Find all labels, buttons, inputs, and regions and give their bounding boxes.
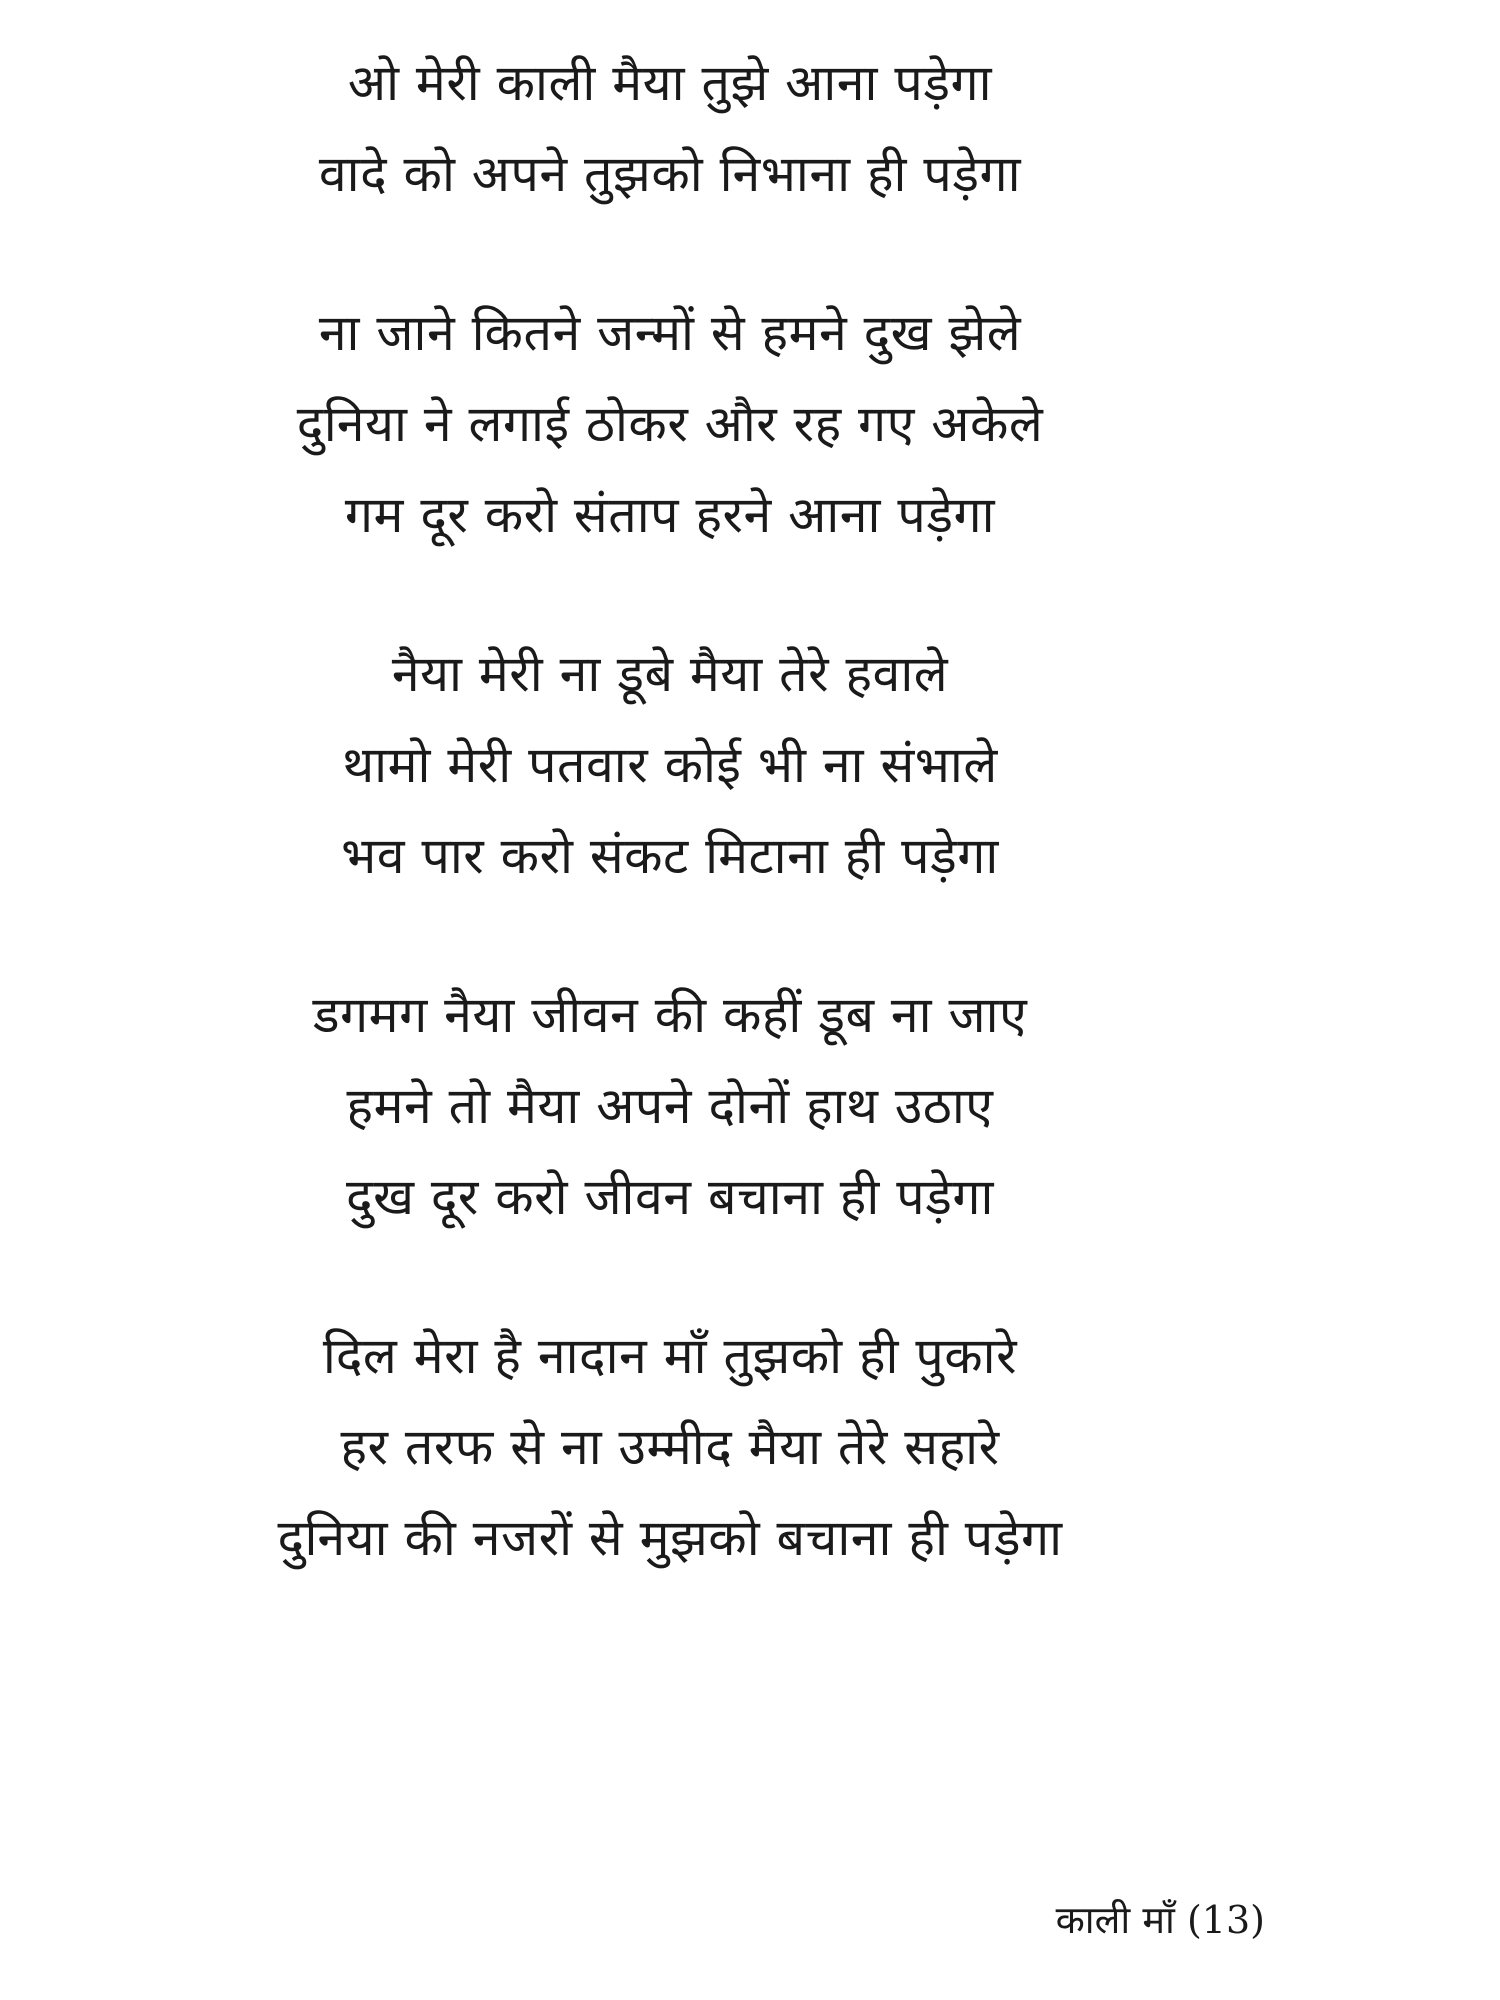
stanza-4 xyxy=(0,970,1340,1243)
stanza-2 xyxy=(0,288,1340,561)
lyric-line: दिल मेरा है नादान माँ तुझको ही पुकारे xyxy=(322,1327,1018,1385)
lyrics-body xyxy=(0,38,1340,1652)
lyric-line: गम दूर करो संताप हरने आना पड़ेगा xyxy=(344,486,996,544)
lyric-line: डगमग नैया जीवन की कहीं डूब ना जाए xyxy=(312,986,1028,1044)
lyric-line: दुनिया की नजरों से मुझको बचाना ही पड़ेगा xyxy=(277,1509,1063,1567)
lyric-line: ना जाने कितने जन्मों से हमने दुख झेले xyxy=(318,304,1022,362)
lyric-line: ओ मेरी काली मैया तुझे आना पड़ेगा xyxy=(347,54,993,112)
lyric-line: हर तरफ से ना उम्मीद मैया तेरे सहारे xyxy=(340,1418,1000,1476)
stanza-1 xyxy=(0,38,1340,220)
stanza-5 xyxy=(0,1311,1340,1584)
page-footer-label: काली माँ (13) xyxy=(1055,1898,1265,1942)
lyric-line: हमने तो मैया अपने दोनों हाथ उठाए xyxy=(346,1077,994,1135)
lyric-line: नैया मेरी ना डूबे मैया तेरे हवाले xyxy=(391,645,949,703)
stanza-3 xyxy=(0,629,1340,902)
lyric-line: वादे को अपने तुझको निभाना ही पड़ेगा xyxy=(318,145,1022,203)
lyric-line: दुख दूर करो जीवन बचाना ही पड़ेगा xyxy=(346,1168,994,1226)
lyric-line: थामो मेरी पतवार कोई भी ना संभाले xyxy=(342,736,998,794)
lyric-line: दुनिया ने लगाई ठोकर और रह गए अकेले xyxy=(296,395,1044,453)
lyric-line: भव पार करो संकट मिटाना ही पड़ेगा xyxy=(341,827,999,885)
